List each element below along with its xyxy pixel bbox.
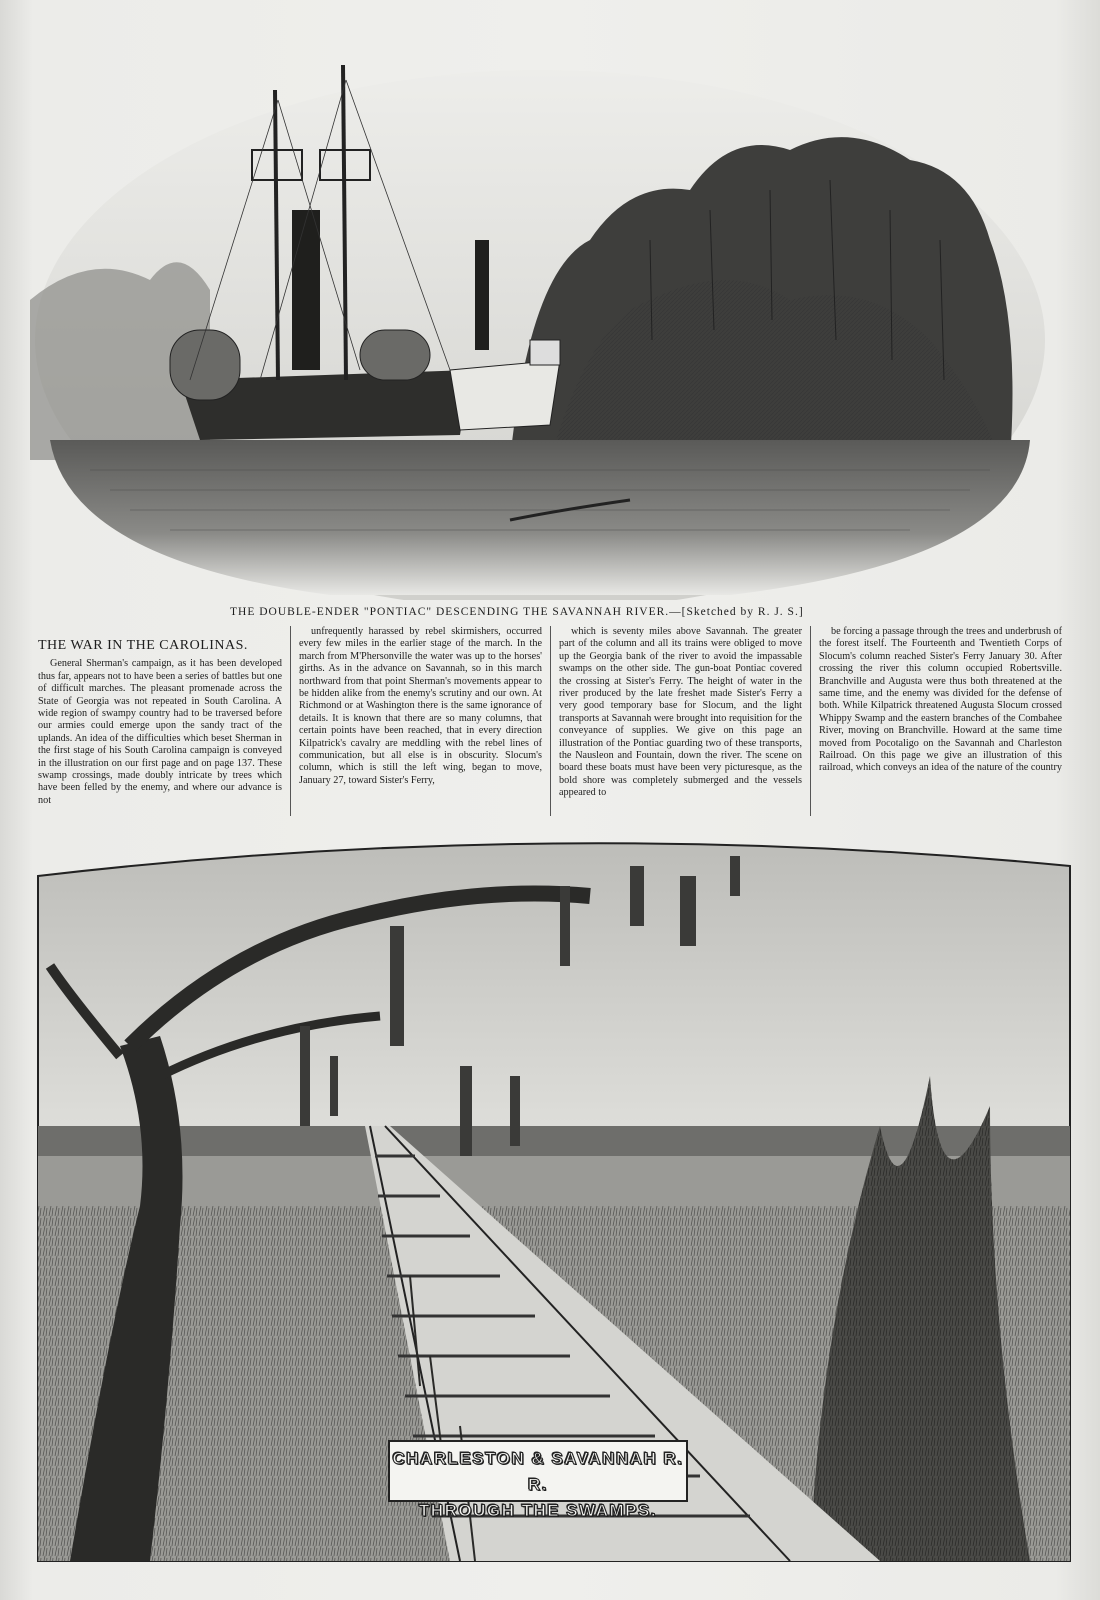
article-text-2: unfrequently harassed by rebel skirmishers, occurred every few miles in the earlier stage of the march. In the march from M'Phersonville the water was up to the horses' girths. As in the advance on Savannah, so in this march northward from that point Sherman's movements appear to be hidden alike from the enemy's scrutiny and our own. At Richmond or at Washington there is the same ignorance of details. It is known that there are so many columns, that certain points have been reached, that in every direction Kilpatrick's cavalry are meddling with the rebel lines of communication, but all else is in obscurity. Slocum's column, which is still the left wing, began to move, January 27, toward Sister's Ferry, — [299, 626, 542, 786]
article-text-1: General Sherman's campaign, as it has been developed thus far, appears not to have been a series of battles but one of difficult marches. The pleasant promenade across the State of Georgia was not repeated in South Carolina. A wide region of swampy country had to be traversed before our armies could emerge upon the sandy tract of the uplands. An idea of the difficulties which beset Sherman in the first stage of his South Carolina campaign is conveyed in the illustration on our first page and on page 137. These swamp crossings, made doubly intricate by trees which have been felled by the enemy, and where our advance is not — [38, 658, 282, 806]
article-column-3 — [550, 626, 810, 816]
article-text-4: be forcing a passage through the trees and underbrush of the forest itself. The Fourteenth and Twentieth Corps of Slocum's column reached Sister's Ferry January 30. After crossing the river this column occupied Robertsville. Branchville and Augusta were thus both threatened at the same time, and the enemy was divided for the defense of both. While Kilpatrick threatened Augusta Slocum crossed Whippy Swamp and the eastern branches of the Combahee River, moving on Branchville. Howard at the same time moved from Pocotaligo on the Savannah and Charleston Railroad. On this page we give an illustration of this railroad, which conveys an idea of the nature of the country — [819, 626, 1062, 774]
article-column-4 — [810, 626, 1070, 816]
sign-line-1: CHARLESTON & SAVANNAH R. R. — [392, 1449, 684, 1494]
article-column-2 — [290, 626, 550, 816]
top-illustration-caption: THE DOUBLE-ENDER "PONTIAC" DESCENDING THE SAVANNAH RIVER.—[Sketched by R. J. S.] — [230, 606, 804, 618]
railroad-title-sign — [388, 1440, 688, 1520]
article-column-1 — [30, 626, 290, 816]
sign-line-2: THROUGH THE SWAMPS. — [418, 1501, 658, 1520]
article-text-3: which is seventy miles above Savannah. The greater part of the column and all its trains were obliged to move up the Georgia bank of the river to avoid the impassable swamps on the other side. The gun-boat Pontiac covered the crossing at Sister's Ferry. The height of water in the river produced by the late freshet made Sister's Ferry a very good temporary base for Slocum, and the light transports at Savannah were brought into requisition for the conveyance of supplies. We give on this page an illustration of the Pontiac guarding two of these transports, the Nausleon and Fountain, down the river. The scene on board these boats must have been very picturesque, as the bold shore was completely submerged and the vessels appeared to — [559, 626, 802, 799]
article-columns — [30, 626, 1075, 816]
article-heading: THE WAR IN THE CAROLINAS. — [38, 638, 248, 653]
pontiac-gunboat-engraving — [30, 40, 1050, 600]
